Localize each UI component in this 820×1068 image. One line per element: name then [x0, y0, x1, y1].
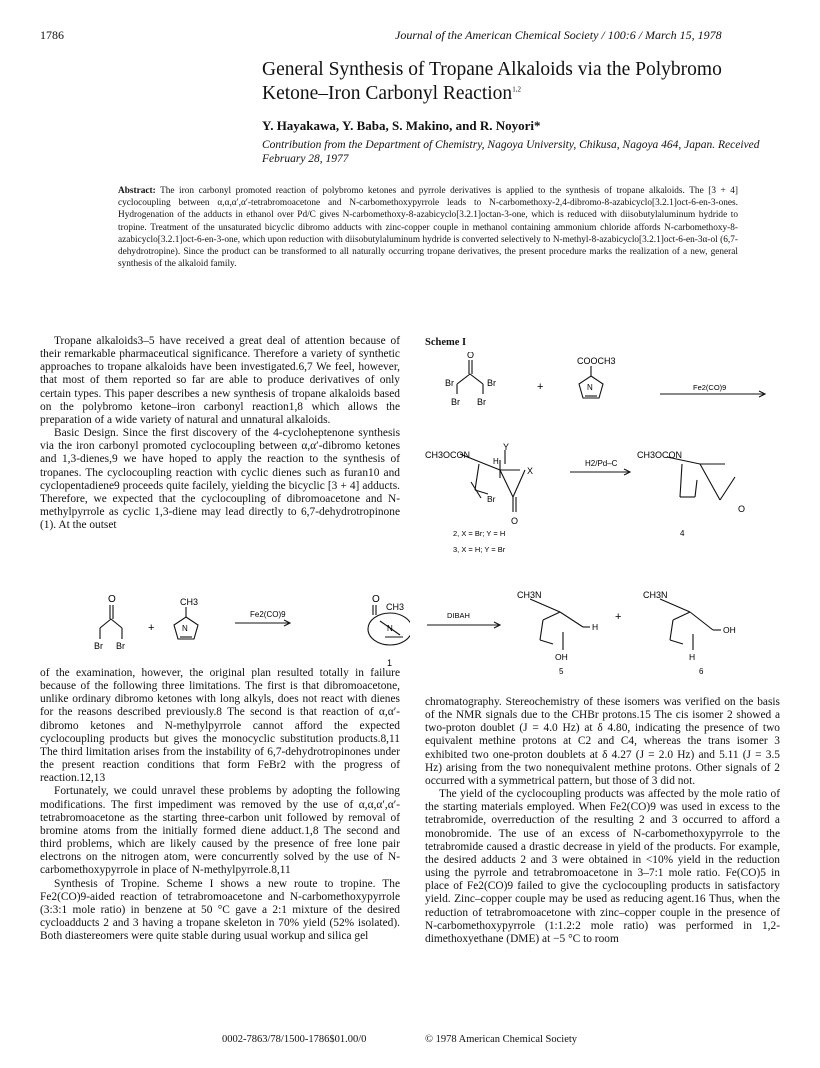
scheme-ch3ocon-label: CH3OCON: [425, 450, 471, 460]
inline-o-label: O: [372, 594, 380, 605]
compound-5-number: 5: [559, 667, 564, 676]
journal-header: Journal of the American Chemical Society / 100:6 / March 15, 1978: [395, 28, 722, 42]
scheme-oh-label: OH: [555, 652, 568, 662]
compound-6-number: 6: [699, 667, 704, 676]
scheme-o-label: O: [511, 516, 519, 526]
affiliation: Contribution from the Department of Chemistry, Nagoya University, Chikusa, Nagoya 464, Japan. Received February 28, 1977: [262, 139, 760, 165]
right-column: [425, 696, 780, 946]
scheme-br-label: Br: [451, 397, 460, 407]
scheme-ch3ocon-label: CH3OCON: [637, 450, 683, 460]
paragraph: Basic Design. Since the first discovery of the 4-cycloheptenone synthesis via the iron carbonyl promoted cyclocoupling between α,α′-dibromo ketones and 1,3-dienes,9 we have hoped to apply the reaction to the synthesis of tropanes. The cyclocoupling reaction with cyclic dienes such as furan10 and cyclopentadiene9 proceeds quite facilely, yielding the bicyclic [3 + 4] adducts. Therefore, we expected that the cyclocoupling of dibromoacetone and N-methylpyrrole as cyclic 1,3-diene may lead directly to 6,7-dehydrotropinone (1). At the outset: [40, 427, 400, 532]
scheme-y-label: Y: [503, 442, 510, 452]
footer-copyright: © 1978 American Chemical Society: [425, 1034, 578, 1045]
title-text: General Synthesis of Tropane Alkaloids via the Polybromo Ketone–Iron Carbonyl Reaction: [262, 59, 722, 104]
left-column-top: [40, 335, 400, 532]
paragraph: chromatography. Stereochemistry of these isomers was verified on the basis of the NMR signals due to the CHBr protons.15 The cis isomer 2 showed a two-proton doublet (J = 4.0 Hz) at δ 4.80, indicating the presence of two equivalent methine protons at C2 and C4, whereas the trans isomer 3 exhibited two one-proton doublets at δ 4.27 (J = 2.0 Hz) and 5.11 (J = 3.5 Hz) arising from the two nonequivalent methine protons. Other signals of 2 occurred with a symmetrical pattern, but those of 3 did not.: [425, 696, 780, 787]
inline-scheme: [40, 593, 410, 671]
left-column-bottom: [40, 667, 400, 943]
footer-code: 0002-7863/78/1500-1786$01.00/0: [222, 1034, 367, 1045]
abstract-text: The iron carbonyl promoted reaction of polybromo ketones and pyrrole derivatives is applied to the synthesis of tropane alkaloids. The [3 + 4] cyclocoupling between α,α,α′,α′-tetrabromoacetone and N-carbomethoxypyrrole leads to N-carbomethoxy-2,4-dibromo-8-azabicyclo[3.2.1]oct-6-en-3-ones. Hydrogenation of the adducts in ethanol over Pd/C gives N-carbomethoxy-8-azabicyclo[3.2.1]octan-3-one, which is reduced with diisobutylaluminum hydride to tropine. Treatment of the unsaturated bicyclic dibromo adducts with zinc-copper couple in methanol containing ammonium chloride affords N-carbomethoxy-8-azabicyclo[3.2.1]oct-6-en-3-one, which upon reduction with diisobutylaluminum hydride is converted selectively to N-methyl-8-azabicyclo[3.2.1]oct-6-en-3α-ol (6,7-dehydrotropine). Since the product can be transformed to all naturally occurring tropane derivatives, the present procedure marks the realization of a new, general synthesis of the alkaloid family.: [118, 186, 739, 270]
compound-4-number: 4: [680, 529, 685, 538]
scheme-reagent-h2pdc: H2/Pd–C: [585, 459, 618, 468]
paragraph: Synthesis of Tropine. Scheme I shows a new route to tropine. The Fe2(CO)9-aided reaction of tetrabromoacetone and N-carbomethoxypyrrole (3:3:1 mole ratio) in benzene at 50 °C gave a 2:1 mixture of the desired cycloadducts 2 and 3 having a tropane skeleton in 70% yield (52% isolated). Both diastereomers were quite stable during usual workup and silica gel: [40, 877, 400, 943]
scheme-note-2: 2, X = Br; Y = H: [453, 529, 506, 538]
scheme-oh-label: OH: [723, 625, 736, 635]
scheme-x-label: X: [527, 466, 534, 476]
scheme-plus: +: [537, 381, 544, 393]
scheme-o-label: O: [738, 504, 746, 514]
paragraph: Fortunately, we could unravel these problems by adopting the following modifications. The first impediment was removed by the use of α,α,α′,α′-tetrabromoacetone as the starting three-carbon unit followed by removal of bromine atoms from the initially formed diene adduct.1,8 The second and third problems, which are likely caused by the presence of free lone pair electrons on the nitrogen atom, were concurrently solved by the use of N-carbomethoxypyrrole in place of N-methylpyrrole.8,11: [40, 785, 400, 877]
inline-br-label: Br: [94, 641, 103, 651]
scheme-n-label: N: [587, 383, 593, 392]
paragraph: of the examination, however, the original plan resulted totally in failure because of the following three limitations. The first is that dibromoacetone, unlike ordinary dibromo ketones with long alkyls, does not react with dienes for the reasons described previously.8 The second is that reaction of α,α′-dibromo ketones and N-methylpyrrole cannot afford the expected cyclocoupling products but gives the monocyclic substitution products.8,11 The third limitation arises from the instability of 6,7-dehydrotropinones under the present reaction conditions that form FeBr2 with the progress of reaction.12,13: [40, 667, 400, 785]
scheme-1: [425, 352, 790, 682]
paragraph: Tropane alkaloids3–5 have received a great deal of attention because of their remarkable pharmaceutical significance. Therefore a variety of synthetic approaches to tropane alkaloids have been investigated.6,7 We feel, however, that most of them reported so far are able to produce derivatives of only certain types. This paper describes a new synthesis of tropane alkaloids based on the polybromo ketone–iron carbonyl reaction1,8 which allows the preparation of a wide variety of natural and unnatural alkaloids.: [40, 335, 400, 426]
inline-n-label: N: [387, 624, 393, 633]
scheme-ch3n-label: CH3N: [643, 590, 668, 600]
scheme-cooch3-label: COOCH3: [577, 356, 616, 366]
paper-title: [262, 58, 782, 106]
scheme-br-label: Br: [477, 397, 486, 407]
inline-br-label: Br: [116, 641, 125, 651]
inline-plus: +: [148, 622, 155, 634]
abstract: [118, 185, 738, 270]
authors: Y. Hayakawa, Y. Baba, S. Makino, and R. Noyori*: [262, 118, 541, 133]
scheme-label: Scheme I: [425, 337, 467, 348]
scheme-reagent-fe2co9: Fe2(CO)9: [693, 383, 727, 392]
scheme-reagent-dibah: DIBAH: [447, 611, 470, 620]
scheme-br-label: Br: [445, 378, 454, 388]
scheme-plus: +: [615, 611, 622, 623]
scheme-h-label: H: [493, 457, 499, 466]
inline-n-label: N: [182, 624, 188, 633]
scheme-br-label: Br: [487, 378, 496, 388]
abstract-label: Abstract:: [118, 186, 156, 196]
title-refs: 1,2: [512, 85, 521, 94]
scheme-h-label: H: [592, 622, 599, 632]
page-number: 1786: [40, 28, 64, 42]
inline-o-label: O: [108, 594, 116, 605]
scheme-ch3n-label: CH3N: [517, 590, 542, 600]
scheme-h-label: H: [689, 652, 696, 662]
compound-1-number: 1: [387, 658, 393, 668]
inline-ch3-label: CH3: [386, 602, 405, 612]
paragraph: The yield of the cyclocoupling products was affected by the mole ratio of the starting materials employed. When Fe2(CO)9 was used in excess to the tetrabromide, overreduction of the resulting 2 and 3 occurred to afford a monobromide. The use of an excess of N-carbomethoxypyrrole to the tetrabromide caused a drastic decrease in yield of the products. For example, the desired adducts 2 and 3 were obtained in <10% yield in the reduction using the pyrrole and tetrabromoacetone in 3–7:1 mole ratio. Fe(CO)5 in place of Fe2(CO)9 failed to give the cyclocoupling products in satisfactory yield. Zinc–copper couple may be used as reducing agent.16 Thus, when the reduction of tetrabromoacetone with zinc–copper couple in the presence of N-carbomethoxypyrrole (1:1.2:2 mole ratio) was performed in 1,2-dimethoxyethane (DME) at −5 °C to room: [425, 788, 780, 945]
scheme-o-label: O: [467, 352, 475, 360]
scheme-note-3: 3, X = H; Y = Br: [453, 545, 506, 554]
inline-reagent: Fe2(CO)9: [250, 610, 286, 619]
inline-ch3-label: CH3: [180, 597, 199, 607]
scheme-br-label: Br: [487, 494, 496, 504]
